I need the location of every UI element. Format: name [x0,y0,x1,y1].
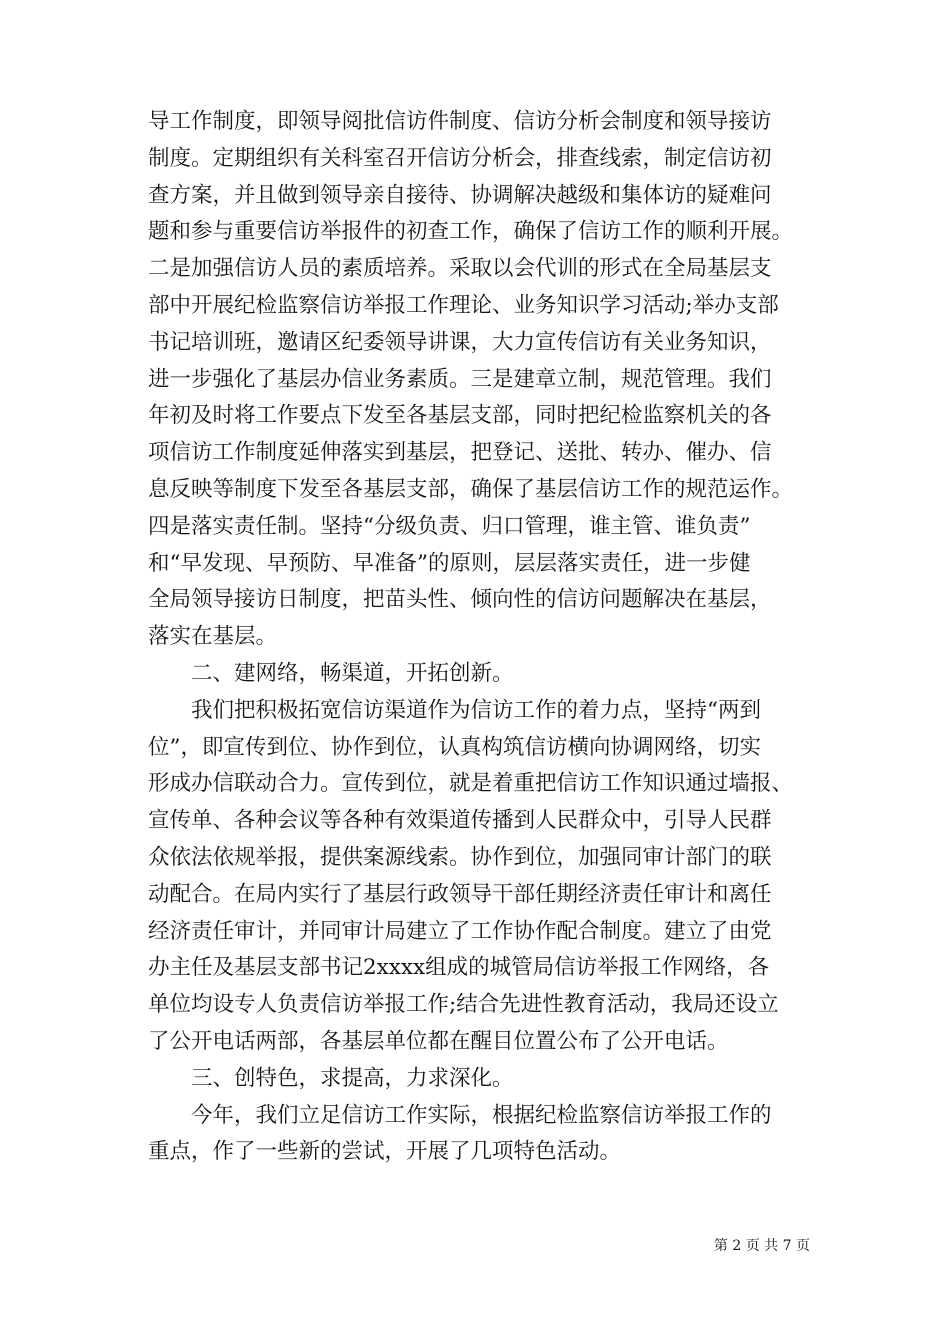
document-body [148,104,828,1171]
text-line: 项信访工作制度延伸落实到基层，把登记、送批、转办、催办、信 [148,440,772,466]
text-line: 题和参与重要信访举报件的初查工作，确保了信访工作的顺利开展。 [148,219,794,245]
text-line: 众依法依规举报，提供案源线索。协作到位，加强同审计部门的联 [148,844,772,870]
section-heading: 三、创特色，求提高，力求深化。 [148,1065,514,1091]
text-line: 制度。定期组织有关科室召开信访分析会，排查线索，制定信访初 [148,145,772,171]
text-line: 全局领导接访日制度，把苗头性、倾向性的信访问题解决在基层， [148,587,772,613]
text-line: 动配合。在局内实行了基层行政领导干部任期经济责任审计和离任 [148,881,772,907]
page-number: 第 2 页 共 7 页 [713,1238,810,1254]
text-line: 查方案，并且做到领导亲自接待、协调解决越级和集体访的疑难问 [148,182,772,208]
text-line: 息反映等制度下发至各基层支部，确保了基层信访工作的规范运作。 [148,476,794,502]
text-line: 四是落实责任制。坚持“分级负责、归口管理，谁主管、谁负责” [148,513,751,539]
text-line: 了公开电话两部，各基层单位都在醒目位置公布了公开电话。 [148,1028,729,1054]
text-line: 书记培训班，邀请区纪委领导讲课，大力宣传信访有关业务知识， [148,329,772,355]
text-line: 位”，即宣传到位、协作到位，认真构筑信访横向协调网络，切实 [148,734,761,760]
text-line: 今年，我们立足信访工作实际，根据纪检监察信访举报工作的 [148,1102,772,1128]
text-line: 单位均设专人负责信访举报工作;结合先进性教育活动，我局还设立 [148,992,779,1018]
text-line: 宣传单、各种会议等各种有效渠道传播到人民群众中，引导人民群 [148,808,772,834]
text-line: 重点，作了一些新的尝试，开展了几项特色活动。 [148,1139,622,1165]
text-line: 进一步强化了基层办信业务素质。三是建章立制，规范管理。我们 [148,366,772,392]
text-line: 我们把积极拓宽信访渠道作为信访工作的着力点，坚持“两到 [148,697,761,723]
section-heading: 二、建网络，畅渠道，开拓创新。 [148,660,514,686]
text-line: 导工作制度，即领导阅批信访件制度、信访分析会制度和领导接访 [148,109,772,134]
text-line: 办主任及基层支部书记2xxxx组成的城管局信访举报工作网络，各 [148,955,770,981]
text-line: 形成办信联动合力。宣传到位，就是着重把信访工作知识通过墙报、 [148,771,794,797]
text-line: 部中开展纪检监察信访举报工作理论、业务知识学习活动;举办支部 [148,292,779,318]
text-line: 二是加强信访人员的素质培养。采取以会代训的形式在全局基层支 [148,256,772,282]
text-line: 落实在基层。 [148,624,278,650]
text-line: 年初及时将工作要点下发至各基层支部，同时把纪检监察机关的各 [148,403,772,429]
text-line: 和“早发现、早预防、早准备”的原则，层层落实责任，进一步健 [148,550,751,576]
text-line: 经济责任审计，并同审计局建立了工作协作配合制度。建立了由党 [148,918,772,944]
